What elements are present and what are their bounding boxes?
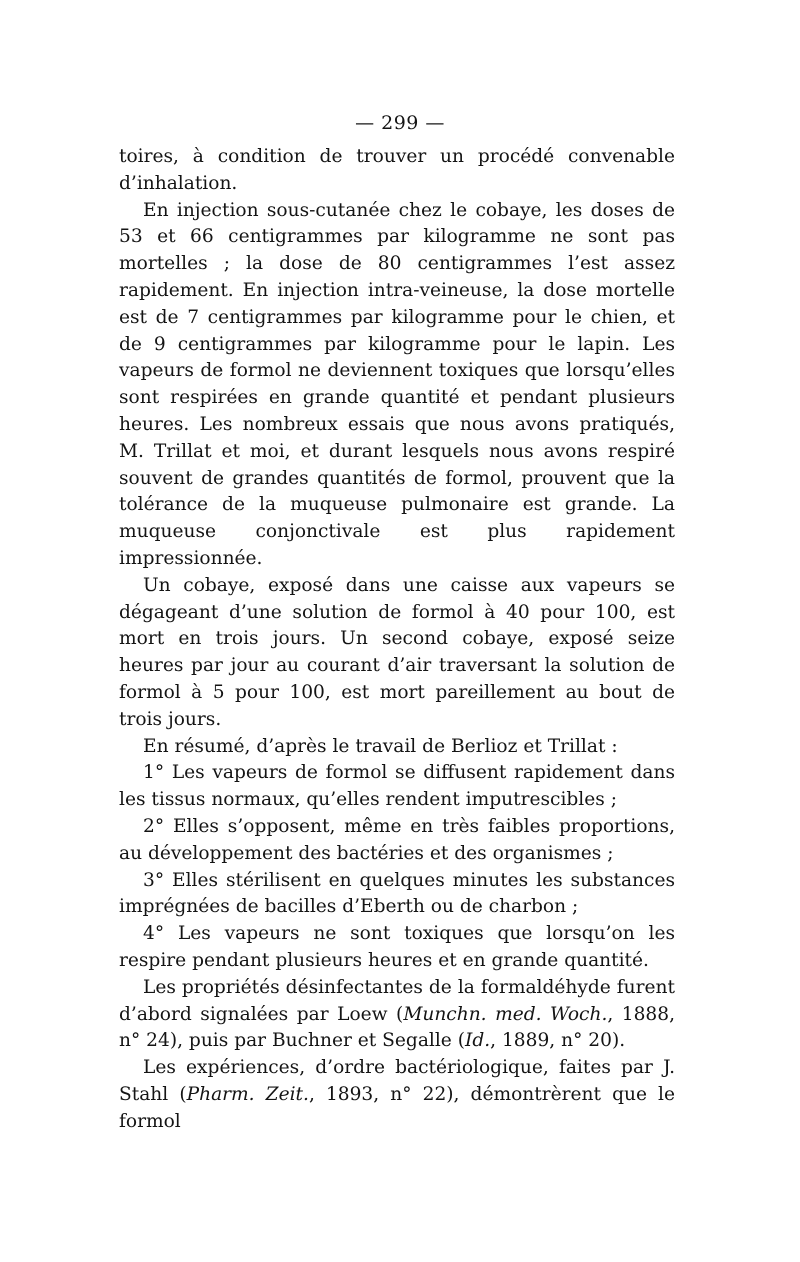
text-run: , 1889, n° 20). <box>490 1030 626 1052</box>
paragraph-cobaye-experiment: Un cobaye, exposé dans une caisse aux vapeurs se dégageant d’une solution de formol à 40 pour 100, est mort en trois jours. Un second cobaye, exposé seize heures par jour au courant d’air traversant la solution de formol à 5 pour 100, est mort pareillement au bout de trois jours. <box>119 574 675 730</box>
paragraph-stahl-experiments <box>119 1055 675 1135</box>
paragraph-summary-intro: En résumé, d’après le travail de Berlioz et Trillat : <box>143 735 618 757</box>
citation-title: Pharm. Zeit. <box>186 1083 309 1105</box>
citation-title: Id. <box>464 1030 491 1052</box>
list-item-2: 2° Elles s’opposent, même en très faibles proportions, au développement des bactéries et des organismes ; <box>119 815 675 864</box>
paragraph-continuation: toires, à condition de trouver un procédé convenable d’inhalation. <box>119 146 675 194</box>
list-item-1: 1° Les vapeurs de formol se diffusent rapidement dans les tissus normaux, qu’elles rendent imputrescibles ; <box>119 762 675 811</box>
page-number: — 299 — <box>355 112 445 134</box>
body-text <box>119 144 675 1135</box>
paragraph-disinfectant-properties <box>119 975 675 1055</box>
paragraph-toxicity: En injection sous-cutanée chez le cobaye, les doses de 53 et 66 centigrammes par kilogramme ne sont pas mortelles ; la dose de 80 centigrammes l’est assez rapidement. En injection intra-veineuse, la dose mortelle est de 7 centigrammes par kilogramme pour le chien, et de 9 centigrammes par kilogramme pour le lapin. Les vapeurs de formol ne deviennent toxiques que lorsqu’elles sont respirées en grande quantité et pendant plusieurs heures. Les nombreux essais que nous avons pratiqués, M. Trillat et moi, et durant lesquels nous avons respiré souvent de grandes quantités de formol, prouvent que la tolérance de la muqueuse pulmonaire est grande. La muqueuse conjonctivale est plus rapidement impressionnée. <box>119 199 675 569</box>
citation-title: Munchn. med. Woch. <box>403 1003 608 1025</box>
text-run: , 1893, n° 22), démontrèrent que le formol <box>119 1083 675 1132</box>
list-item-3: 3° Elles stérilisent en quelques minutes les substances imprégnées de bacilles d’Eberth ou de charbon ; <box>119 869 675 918</box>
list-item-4: 4° Les vapeurs ne sont toxiques que lorsqu’on les respire pendant plusieurs heures et en grande quantité. <box>119 923 675 971</box>
text-run: Les propriétés désinfectantes de la formaldéhyde furent d’abord signalées par Loew ( <box>119 976 675 1025</box>
text-run: , 1888, n° 24), puis par Buchner et Segalle ( <box>119 1003 675 1052</box>
text-run: Les expériences, d’ordre bactériologique, faites par J. Stahl ( <box>119 1057 675 1105</box>
